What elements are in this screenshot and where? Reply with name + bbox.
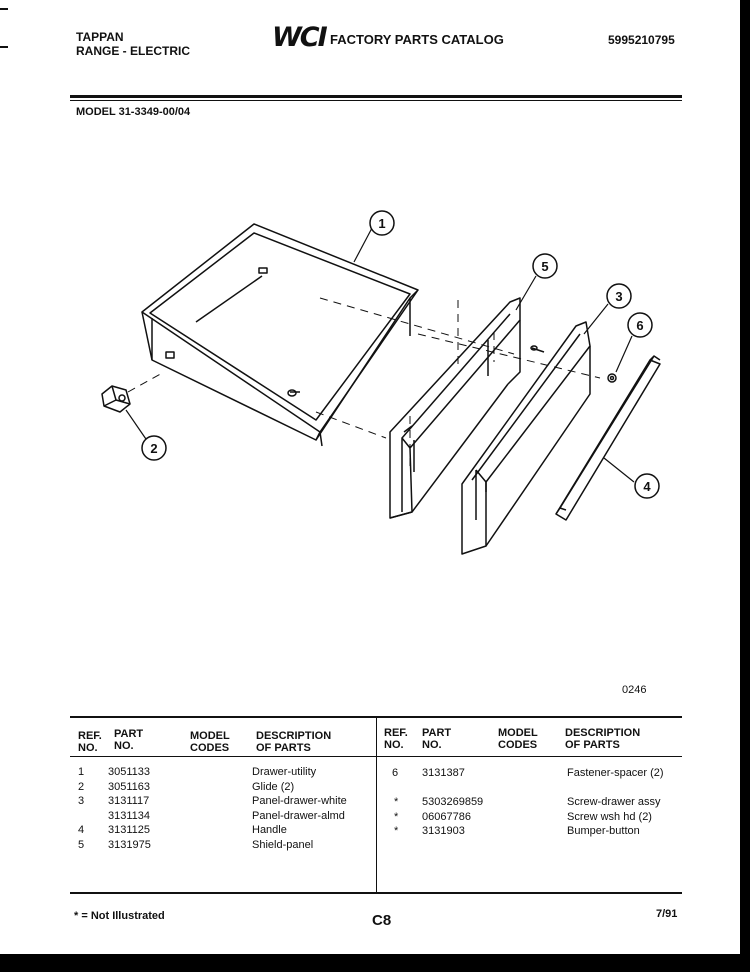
part-no: 3131387 xyxy=(422,767,465,779)
fastener-spacer-drawing xyxy=(608,374,616,382)
brand-name: TAPPAN xyxy=(76,30,124,44)
header-model: MODEL xyxy=(190,730,230,742)
table-row xyxy=(392,795,682,810)
callout-5 xyxy=(533,254,557,278)
header-part-no: NO. xyxy=(422,739,442,751)
part-no: 3051133 xyxy=(108,766,151,778)
table-row xyxy=(392,810,682,825)
wci-logo: WCI xyxy=(272,22,326,53)
header-ref-no: NO. xyxy=(78,742,98,754)
table-row xyxy=(78,765,374,780)
table-row xyxy=(78,823,374,838)
part-description: Screw wsh hd (2) xyxy=(567,810,652,823)
callout-4 xyxy=(635,474,659,498)
ref-no: 2 xyxy=(78,780,85,793)
figure-code: 0246 xyxy=(622,684,647,696)
left-header-part xyxy=(114,728,143,752)
header-desc: DESCRIPTION xyxy=(565,727,641,739)
callout-2-label: 2 xyxy=(150,441,158,456)
header-ref: REF. xyxy=(78,730,102,742)
part-no: 3131903 xyxy=(422,825,465,837)
part-no: 06067786 xyxy=(422,810,471,823)
ref-no: 6 xyxy=(392,767,399,779)
callout-3-label: 3 xyxy=(615,289,623,304)
header-part: PART xyxy=(114,728,144,740)
drawer-utility-drawing xyxy=(142,224,418,446)
callout-4-label: 4 xyxy=(643,479,651,494)
callout-1-label: 1 xyxy=(378,216,386,231)
part-description: Drawer-utility xyxy=(252,766,317,778)
callout-2 xyxy=(142,436,166,460)
callout-1 xyxy=(370,211,394,235)
table-row xyxy=(78,838,374,853)
table-row xyxy=(392,781,682,796)
header-part: PART xyxy=(422,727,452,739)
header-desc: DESCRIPTION xyxy=(256,730,332,742)
table-row xyxy=(78,809,374,824)
part-no: 3131975 xyxy=(108,838,151,851)
ref-no: 1 xyxy=(78,766,85,778)
part-no: 5303269859 xyxy=(422,796,484,808)
part-no: 3131117 xyxy=(108,795,150,807)
page-number: C8 xyxy=(372,912,392,929)
ref-no: * xyxy=(394,825,399,837)
part-description: Panel-drawer-white xyxy=(252,795,347,807)
catalog-number: 5995210795 xyxy=(608,33,675,47)
part-description: Panel-drawer-almd xyxy=(252,809,345,822)
part-description: Bumper-button xyxy=(567,825,640,837)
scan-edge-right xyxy=(740,0,750,972)
header-desc-parts: OF PARTS xyxy=(565,739,620,751)
header-model-codes: CODES xyxy=(498,739,538,751)
part-description: Screw-drawer assy xyxy=(567,796,661,808)
table-row xyxy=(78,780,374,795)
header-part-no: NO. xyxy=(114,740,134,752)
right-header-ref xyxy=(384,727,408,751)
header-ref-no: NO. xyxy=(384,739,404,751)
callout-5-label: 5 xyxy=(541,259,549,274)
right-header-desc xyxy=(565,727,640,751)
part-no: 3131125 xyxy=(108,824,151,836)
table-row xyxy=(392,766,682,781)
callout-6-label: 6 xyxy=(636,318,644,333)
part-description: Fastener-spacer (2) xyxy=(567,767,664,779)
product-type: RANGE - ELECTRIC xyxy=(76,44,190,58)
table-row xyxy=(78,794,374,809)
part-description: Handle xyxy=(252,824,287,836)
left-header-ref xyxy=(78,730,102,754)
ref-no: * xyxy=(394,796,399,808)
not-illustrated-note: * = Not Illustrated xyxy=(74,910,165,922)
table-row xyxy=(392,824,682,839)
glide-drawing xyxy=(102,386,130,412)
part-description: Glide (2) xyxy=(252,780,295,793)
part-description: Shield-panel xyxy=(252,838,314,851)
model-number: MODEL 31-3349-00/04 xyxy=(76,106,191,118)
header-ref: REF. xyxy=(384,727,408,739)
callout-6 xyxy=(628,313,652,337)
ref-no: * xyxy=(394,810,399,823)
header-model: MODEL xyxy=(498,727,538,739)
table-divider xyxy=(376,716,377,892)
header-desc-parts: OF PARTS xyxy=(256,742,311,754)
table-bottom-rule xyxy=(70,892,682,894)
ref-no: 3 xyxy=(78,795,85,807)
catalog-date: 7/91 xyxy=(656,908,678,920)
left-header-desc xyxy=(256,730,331,754)
ref-no: 4 xyxy=(78,824,85,836)
part-no: 3131134 xyxy=(108,809,151,822)
right-header-model xyxy=(498,727,538,751)
left-parts-list xyxy=(78,765,374,852)
header-model-codes: CODES xyxy=(190,742,230,754)
catalog-title: FACTORY PARTS CATALOG xyxy=(330,32,504,47)
scan-edge-bottom xyxy=(0,954,750,972)
right-header-part xyxy=(422,727,451,751)
callout-3 xyxy=(607,284,631,308)
table-header-rule xyxy=(70,756,682,757)
ref-no: 5 xyxy=(78,838,85,851)
part-no: 3051163 xyxy=(108,780,151,793)
right-parts-list xyxy=(392,766,682,839)
left-header-model xyxy=(190,730,230,754)
